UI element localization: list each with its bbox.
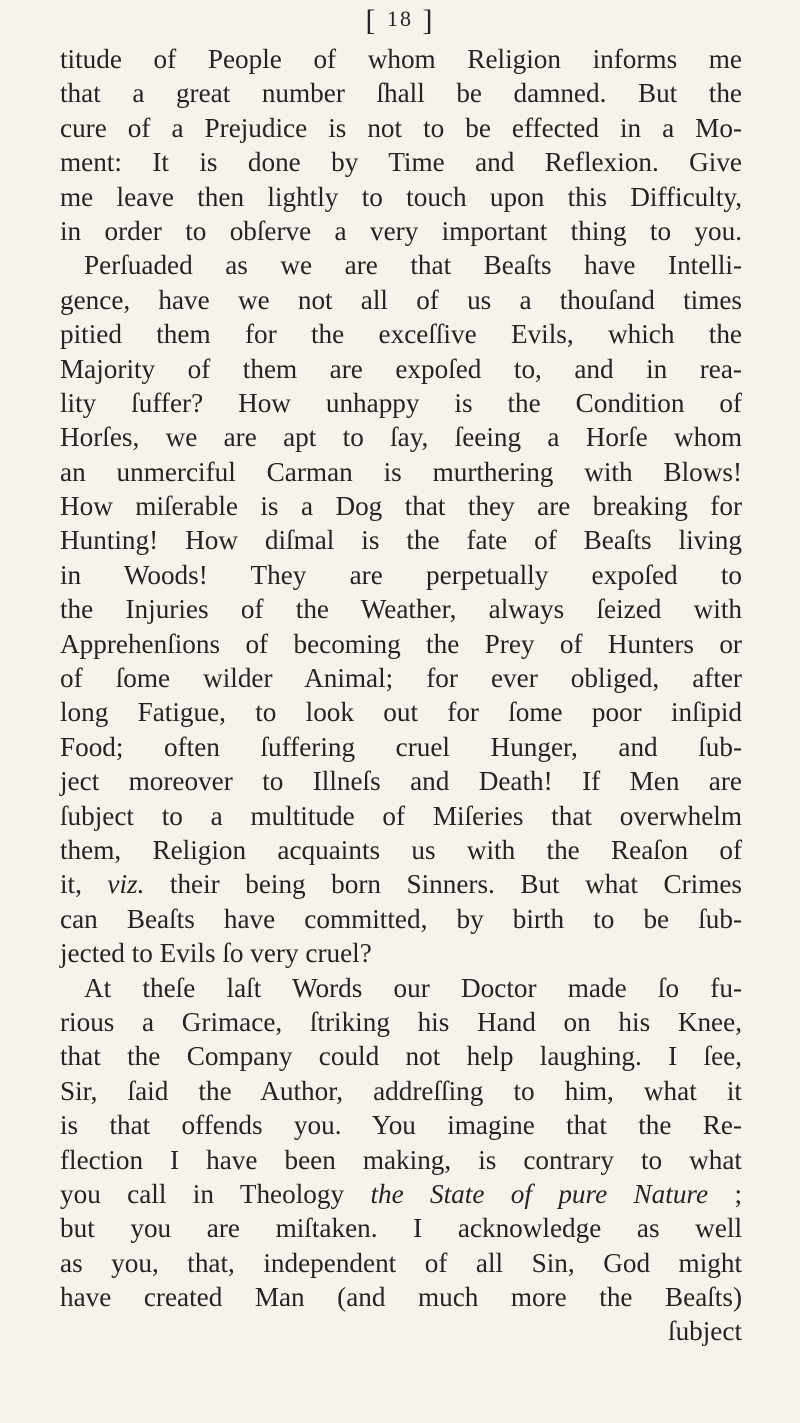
text-line bbox=[60, 283, 742, 317]
text-line bbox=[60, 1177, 742, 1211]
text-line bbox=[60, 661, 742, 695]
text-line bbox=[60, 214, 742, 248]
text-line bbox=[60, 352, 742, 386]
text-line bbox=[60, 1211, 742, 1245]
text-segment: lity ſuffer? How unhappy is the Condition of bbox=[60, 387, 742, 418]
text-line bbox=[60, 1280, 742, 1314]
italic-text: the State of pure Nature bbox=[370, 1178, 709, 1209]
text-segment: in order to obſerve a very important thing to you. bbox=[60, 215, 742, 246]
text-segment: as you, that, independent of all Sin, God might bbox=[60, 1247, 742, 1278]
text-line bbox=[60, 936, 742, 970]
text-segment: flection I have been making, is contrary to what bbox=[60, 1144, 742, 1175]
text-segment: Apprehenſions of becoming the Prey of Hunters or bbox=[60, 628, 742, 659]
text-line bbox=[60, 1108, 742, 1142]
text-segment: the Injuries of the Weather, always ſeized with bbox=[60, 594, 742, 625]
text-line bbox=[60, 145, 742, 179]
text-segment: Majority of them are expoſed to, and in rea- bbox=[60, 353, 742, 384]
text-segment: gence, have we not all of us a thouſand times bbox=[60, 284, 742, 315]
text-line bbox=[60, 455, 742, 489]
text-segment: Hunting! How diſmal is the fate of Beaſts living bbox=[60, 525, 742, 556]
text-segment: Sir, ſaid the Author, addreſſing to him, what it bbox=[60, 1075, 742, 1106]
text-segment: ment: It is done by Time and Reflexion. Give bbox=[60, 147, 742, 178]
bracket-open: [ bbox=[365, 4, 378, 37]
text-line bbox=[60, 833, 742, 867]
text-line bbox=[60, 1143, 742, 1177]
text-segment: of ſome wilder Animal; for ever obliged, after bbox=[60, 663, 742, 694]
text-segment: me leave then lightly to touch upon this Difficulty, bbox=[60, 181, 742, 212]
text-segment: Perſuaded as we are that Beaſts have Intelli- bbox=[84, 250, 742, 281]
text-line bbox=[60, 317, 742, 351]
text-segment: can Beaſts have committed, by birth to be ſub- bbox=[60, 903, 742, 934]
text-segment: an unmerciful Carman is murthering with Blows! bbox=[60, 456, 742, 487]
text-segment: Horſes, we are apt to ſay, ſeeing a Horſe whom bbox=[60, 422, 742, 453]
text-segment: cure of a Prejudice is not to be effected in a Mo- bbox=[60, 112, 742, 143]
text-line bbox=[60, 799, 742, 833]
text-segment: in Woods! They are perpetually expoſed to bbox=[60, 559, 742, 590]
text-line bbox=[60, 730, 742, 764]
italic-text: viz. bbox=[107, 869, 145, 900]
text-line bbox=[60, 42, 742, 76]
text-segment: is that offends you. You imagine that the Re- bbox=[60, 1110, 742, 1141]
bracket-close: ] bbox=[422, 4, 435, 37]
text-segment: you call in Theology bbox=[60, 1178, 371, 1209]
text-line bbox=[60, 558, 742, 592]
text-line bbox=[60, 248, 742, 282]
text-line bbox=[60, 867, 742, 901]
text-line bbox=[60, 902, 742, 936]
text-line bbox=[60, 1246, 742, 1280]
text-segment: At theſe laſt Words our Doctor made ſo fu- bbox=[84, 972, 742, 1003]
text-segment: that a great number ſhall be damned. But the bbox=[60, 78, 742, 109]
page-number: 18 bbox=[387, 6, 413, 31]
text-segment: but you are miſtaken. I acknowledge as well bbox=[60, 1213, 742, 1244]
text-line bbox=[60, 386, 742, 420]
text-segment: pitied them for the exceſſive Evils, which the bbox=[60, 319, 742, 350]
text-line bbox=[60, 592, 742, 626]
text-segment: jected to Evils ſo very cruel? bbox=[60, 938, 372, 969]
text-line bbox=[60, 523, 742, 557]
catchword: ſubject bbox=[668, 1316, 742, 1347]
text-line bbox=[60, 971, 742, 1005]
text-segment: their being born Sinners. But what Crimes bbox=[144, 869, 742, 900]
text-segment: titude of People of whom Religion informs me bbox=[60, 44, 742, 74]
text-segment: ſubject to a multitude of Miſeries that overwhelm bbox=[60, 800, 742, 831]
text-line bbox=[60, 1074, 742, 1108]
text-line bbox=[60, 76, 742, 110]
text-line bbox=[60, 1039, 742, 1073]
text-line bbox=[60, 1005, 742, 1039]
text-line bbox=[60, 489, 742, 523]
text-segment: it, bbox=[60, 869, 108, 900]
text-segment: have created Man (and much more the Beaſts) bbox=[60, 1282, 742, 1313]
text-segment: Food; often ſuffering cruel Hunger, and ſub- bbox=[60, 731, 742, 762]
text-line bbox=[60, 627, 742, 661]
text-segment: ject moreover to Illneſs and Death! If Men are bbox=[60, 766, 742, 797]
text-line bbox=[60, 180, 742, 214]
text-segment: long Fatigue, to look out for ſome poor inſipid bbox=[60, 697, 742, 728]
text-line bbox=[60, 764, 742, 798]
text-line bbox=[60, 420, 742, 454]
text-segment: that the Company could not help laughing. I ſee, bbox=[60, 1041, 742, 1072]
text-line bbox=[60, 111, 742, 145]
text-line bbox=[60, 695, 742, 729]
text-segment: rious a Grimace, ſtriking his Hand on his Knee, bbox=[60, 1006, 742, 1037]
text-segment: How miſerable is a Dog that they are breaking for bbox=[60, 491, 742, 522]
page-header bbox=[0, 4, 800, 38]
text-segment: ; bbox=[708, 1178, 743, 1209]
text-segment: them, Religion acquaints us with the Reaſon of bbox=[60, 834, 742, 865]
page-body-text bbox=[60, 42, 742, 1349]
